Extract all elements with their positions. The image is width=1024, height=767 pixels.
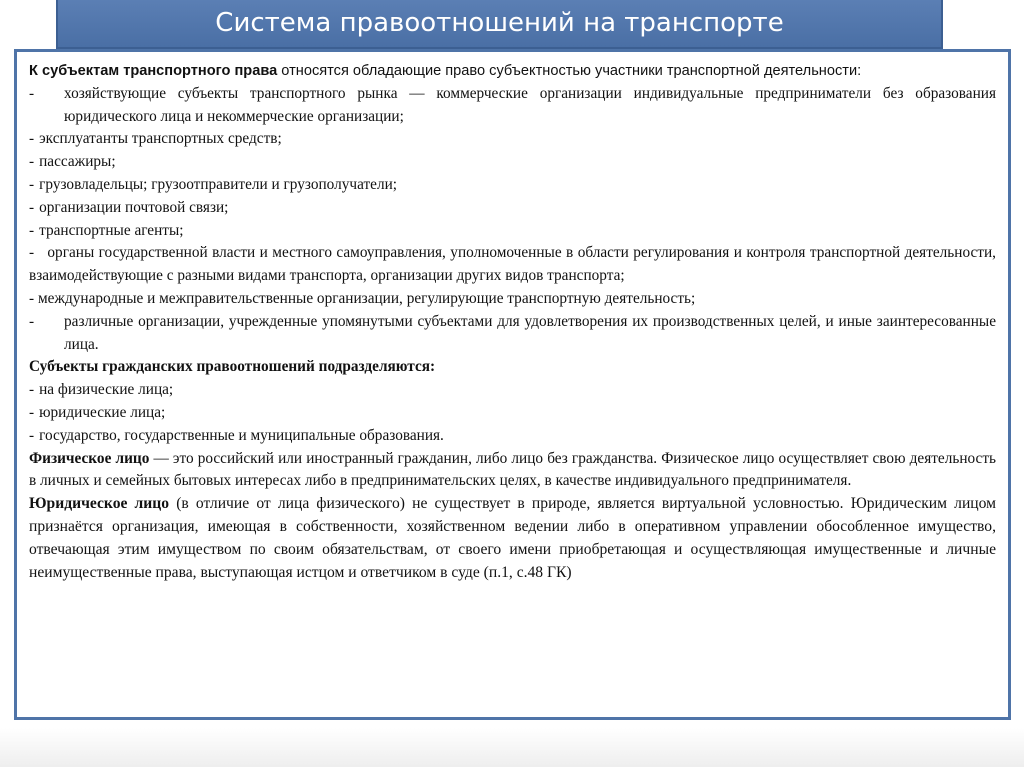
list-item (29, 220, 996, 243)
list-item-text: транспортные агенты; (39, 221, 184, 239)
list-dash: - (29, 244, 35, 262)
list-item (29, 402, 996, 425)
list-dash: - (29, 403, 35, 421)
list-item-text: хозяйствующие субъекты транспортного рынка — коммерческие организации индивидуальные предприниматели без образования юридического лица и некоммерческие организации; (64, 84, 996, 125)
list-item-text: государство, государственные и муниципальные образования. (39, 426, 444, 444)
intro-text: относятся обладающие право субъектностью участники транспортной деятельности: (277, 63, 862, 79)
list-item-text: эксплуатанты транспортных средств; (39, 130, 282, 148)
list-dash: - (29, 153, 35, 171)
list-item (29, 242, 996, 288)
list-item-text: на физические лица; (39, 381, 174, 399)
legal-entity-paragraph (29, 493, 996, 584)
list-item (29, 151, 996, 174)
list-dash: - (29, 130, 35, 148)
list-item (29, 379, 996, 402)
list-item-text: грузовладельцы; грузоотправители и грузополучатели; (39, 175, 398, 193)
list-dash: - (29, 312, 35, 330)
natural-person-text: — это российский или иностранный гражданин, либо лицо без гражданства. Физическое лицо осуществляет свою деятельность в личных и семейных бытовых интересах либо в предпринимательских целях, в качестве индивидуального предпринимателя. (29, 449, 996, 490)
civil-heading-text: Субъекты гражданских правоотношений подразделяются: (29, 358, 436, 376)
list-item (29, 288, 996, 311)
list-item-text: международные и межправительственные организации, регулирующие транспортную деятельность; (37, 289, 696, 307)
list-item-text: органы государственной власти и местного самоуправления, уполномоченные в области регулирования и контроля транспортной деятельности, взаимодействующие с разными видами транспорта, организации других видов транспорта; (29, 244, 996, 285)
list-item-text: различные организации, учрежденные упомянутыми субъектами для удовлетворения их производственных целей, и иные заинтересованные лица. (64, 312, 996, 353)
list-item (29, 197, 996, 220)
list-item (29, 425, 996, 448)
list-dash: - (29, 381, 35, 399)
list-dash: - (29, 426, 35, 444)
legal-entity-text: (в отличие от лица физического) не существует в природе, является виртуальной условностью. Юридическим лицом признаётся организация, имеющая в собственности, хозяйственном ведении либо в оперативном управлении обособленное имущество, отвечающая этим имуществом по своим обязательствам, от своего имени приобретающая и осуществляющая имущественные и личные неимущественные права, выступающая истцом и ответчиком в суде (п.1, с.48 ГК) (29, 495, 996, 581)
natural-person-term: Физическое лицо (29, 449, 150, 467)
list-item (29, 174, 996, 197)
list-dash: - (29, 175, 35, 193)
civil-heading (29, 356, 996, 379)
list-item-text: организации почтовой связи; (39, 198, 229, 216)
legal-entity-term: Юридическое лицо (29, 495, 170, 513)
list-item-text: пассажиры; (39, 153, 116, 171)
list-item-text: юридические лица; (39, 403, 166, 421)
list-dash: - (29, 84, 35, 102)
slide-title: Система правоотношений на транспорте (56, 0, 943, 49)
list-item (29, 128, 996, 151)
footer-gradient (0, 728, 1024, 767)
list-dash: - (29, 198, 35, 216)
content-box (14, 49, 1011, 720)
list-item (29, 83, 996, 129)
natural-person-paragraph (29, 448, 996, 494)
intro-bold: К субъектам транспортного права (29, 63, 278, 79)
intro-paragraph (29, 60, 996, 83)
list-dash: - (29, 289, 35, 307)
list-item (29, 311, 996, 357)
list-dash: - (29, 221, 35, 239)
